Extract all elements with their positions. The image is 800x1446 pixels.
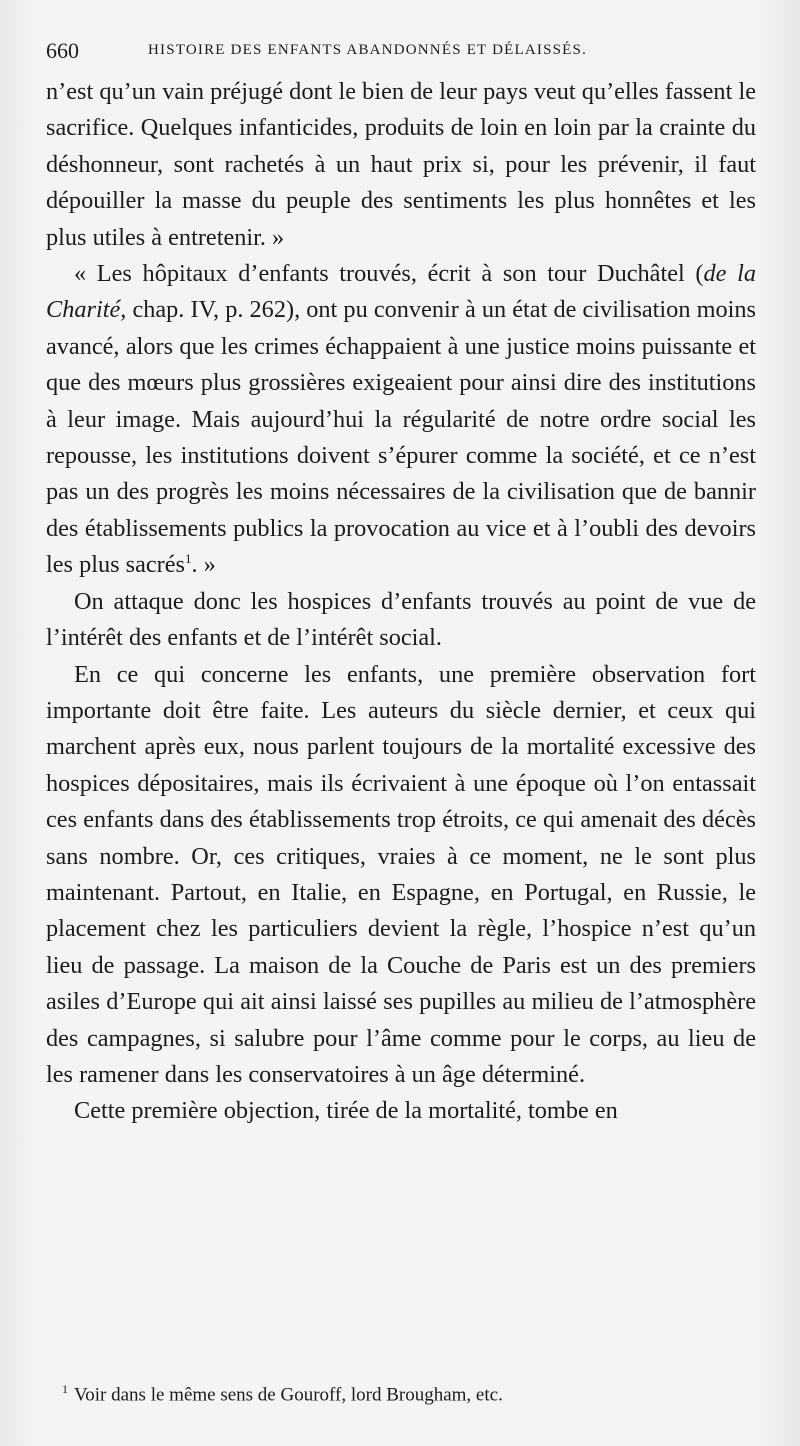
- quote-opening: « Les hôpitaux d’enfants trouvés, écrit à son tour Duchâtel (: [74, 260, 704, 288]
- paragraph-children: En ce qui concerne les enfants, une première observation fort importante doit être faite. Les auteurs du siècle dernier, et ceux qui marchent après eux, nous parlent toujours de la mortalité excessive des hospices dépositaires, mais ils écrivaient à une époque où l’on entassait ces enfants dans des établissements trop étroits, ce qui amenait des décès sans nombre. Or, ces critiques, vraies à ce moment, ne le sont plus maintenant. Partout, en Italie, en Espagne, en Portugal, en Russie, le placement chez les particuliers devient la règle, l’hospice n’est qu’un lieu de passage. La maison de la Couche de Paris est un des premiers asiles d’Europe qui ait ainsi laissé ses pupilles au milieu de l’atmosphère des campagnes, si salubre pour l’âme comme pour le corps, au lieu de les ramener dans les conservatoires à un âge déterminé.: [46, 660, 756, 1088]
- footnote: [62, 1382, 762, 1406]
- paragraph-objection: Cette première objection, tirée de la mortalité, tombe en: [74, 1097, 618, 1125]
- running-title: HISTOIRE DES ENFANTS ABANDONNÉS ET DÉLAISSÉS.: [148, 42, 588, 58]
- page-number: 660: [46, 38, 79, 63]
- quote-closing: . »: [191, 551, 216, 579]
- paragraph-attack: On attaque donc les hospices d’enfants trouvés au point de vue de l’intérêt des enfants et de l’intérêt social.: [46, 587, 756, 652]
- page-header: [46, 34, 760, 70]
- body-text: [46, 74, 756, 1130]
- quote-body: chap. IV, p. 262), ont pu convenir à un état de civilisation moins avancé, alors que les crimes échappaient à une justice moins puissante et que des mœurs plus grossières exigeaient pour ainsi dire des institutions à leur image. Mais aujourd’hui la régularité de notre ordre social les repousse, les institutions doivent s’épurer comme la société, et ce n’est pas un des progrès les moins nécessaires de la civilisation que de bannir des établissements publics la provocation au vice et à l’oubli des devoirs les plus sacrés: [46, 296, 756, 579]
- paragraph-duchatel-quote: [46, 256, 756, 584]
- footnote-reference: 1: [185, 551, 192, 567]
- cited-work-title: de la Charité,: [46, 260, 757, 324]
- paragraph-continued: n’est qu’un vain préjugé dont le bien de leur pays veut qu’elles fassent le sacrifice. Quelques infanticides, produits de loin en loin par la crainte du déshonneur, sont rachetés à un haut prix si, pour les prévenir, il faut dépouiller la masse du peuple des sentiments les plus honnêtes et les plus utiles à entretenir. »: [46, 78, 756, 251]
- footnote-text: Voir dans le même sens de Gouroff, lord Brougham, etc.: [74, 1384, 503, 1406]
- footnote-marker: 1: [62, 1382, 68, 1396]
